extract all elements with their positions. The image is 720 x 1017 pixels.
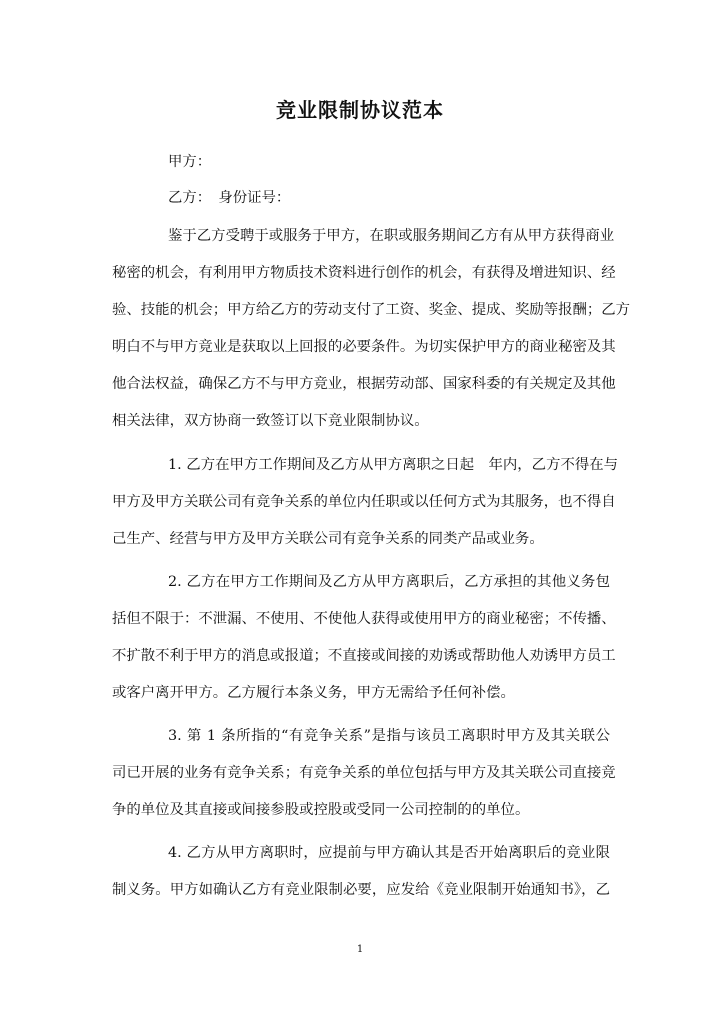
paragraph-line: 2. 乙方在甲方工作期间及乙方从甲方离职后，乙方承担的其他义务包: [168, 574, 610, 590]
paragraph-line: 或客户离开甲方。乙方履行本条义务，甲方无需给予任何补偿。: [112, 685, 515, 701]
paragraph-line: 秘密的机会，有利用甲方物质技术资料进行创作的机会，有获得及增进知识、经: [112, 265, 616, 281]
paragraph-line: 1. 乙方在甲方工作期间及乙方从甲方离职之日起 年内，乙方不得在与: [168, 457, 619, 473]
paragraph-line: 甲方及甲方关联公司有竞争关系的单位内任职或以任何方式为其服务，也不得自: [112, 494, 616, 510]
paragraph-line: 己生产、经营与甲方及甲方关联公司有竞争关系的同类产品或业务。: [112, 531, 544, 547]
party-a-label: 甲方：: [168, 154, 212, 170]
paragraph-line: 明白不与甲方竞业是获取以上回报的必要条件。为切实保护甲方的商业秘密及其: [112, 339, 616, 355]
paragraph-line: 不扩散不利于甲方的消息或报道；不直接或间接的劝诱或帮助他人劝诱甲方员工: [112, 648, 616, 664]
paragraph-line: 制义务。甲方如确认乙方有竞业限制必要，应发给《竞业限制开始通知书》，乙: [112, 882, 610, 898]
paragraph-line: 他合法权益，确保乙方不与甲方竞业，根据劳动部、国家科委的有关规定及其他: [112, 376, 616, 392]
paragraph-line: 鉴于乙方受聘于或服务于甲方，在职或服务期间乙方有从甲方获得商业: [168, 228, 615, 244]
party-b-label: 乙方： 身份证号：: [168, 190, 291, 206]
paragraph-line: 相关法律，双方协商一致签订以下竞业限制协议。: [112, 413, 429, 429]
document-title: 竞业限制协议范本: [276, 98, 444, 122]
paragraph-line: 争的单位及其直接或间接参股或控股或受同一公司控制的的单位。: [112, 802, 530, 818]
paragraph-line: 验、技能的机会；甲方给乙方的劳动支付了工资、奖金、提成、奖励等报酬；乙方: [112, 302, 631, 318]
paragraph-line: 3. 第 1 条所指的“有竞争关系”是指与该员工离职时甲方及其关联公: [168, 728, 610, 744]
page-number: 1: [356, 944, 364, 955]
paragraph-line: 司已开展的业务有竞争关系；有竞争关系的单位包括与甲方及其关联公司直接竞: [112, 765, 616, 781]
paragraph-line: 括但不限于：不泄漏、不使用、不使他人获得或使用甲方的商业秘密；不传播、: [112, 611, 616, 627]
paragraph-line: 4. 乙方从甲方离职时，应提前与甲方确认其是否开始离职后的竞业限: [168, 845, 610, 861]
